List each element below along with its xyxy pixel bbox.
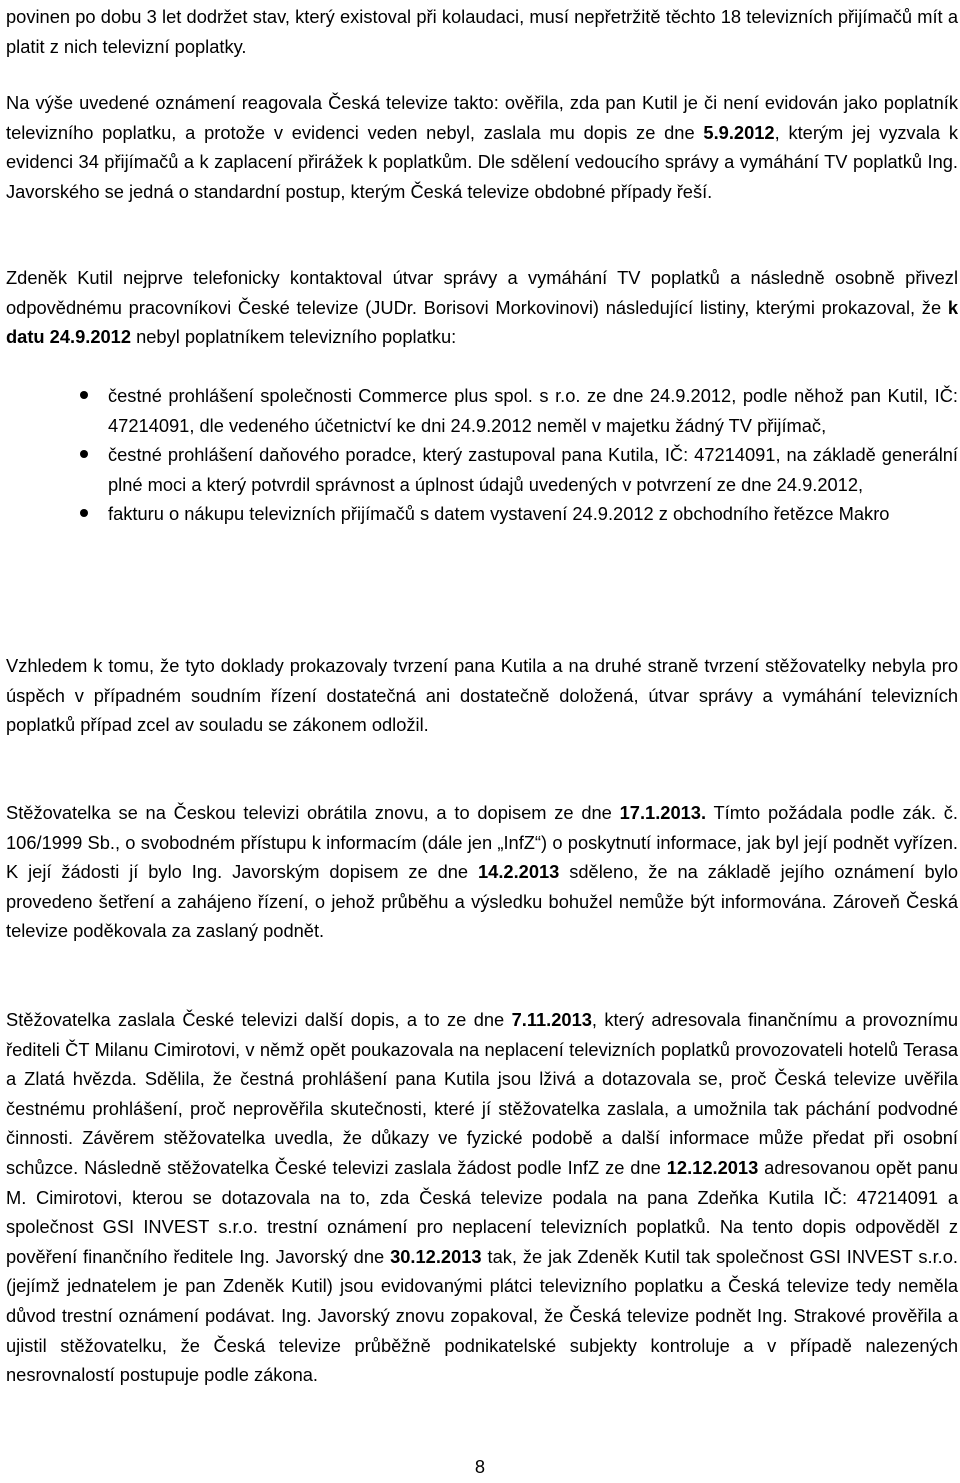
bullet-icon: [80, 509, 88, 517]
paragraph-2-date: 5.9.2012: [703, 121, 775, 143]
paragraph-3: [6, 263, 958, 352]
list-item: [6, 381, 958, 440]
paragraph-5-text-b: Tímto požádala podle zák. č. 106/1999 Sb., o svobodném přístupu k informacím (dále jen „InfZ“) o poskytnutí informace, jak byl její podnět vyřízen. K její žádosti jí bylo Ing. Javorským dopisem ze dne: [6, 802, 958, 883]
paragraph-4: [6, 651, 958, 740]
paragraph-1-text: povinen po dobu 3 let dodržet stav, který existoval při kolaudaci, musí nepřetržitě těchto 18 televizních přijímačů mít a platit z nich televizní poplatky.: [6, 6, 958, 57]
paragraph-6-date-1: 7.11.2013: [511, 1009, 592, 1030]
list-item: [6, 499, 958, 529]
paragraph-3-text-a: Zdeněk Kutil nejprve telefonicky kontaktoval útvar správy a vymáhání TV poplatků a následně osobně přivezl odpovědnému pracovníkovi České televize (JUDr. Borisovi Morkovinovi) následující listiny, kterými prokazoval, že: [6, 267, 958, 318]
paragraph-4-text: Vzhledem k tomu, že tyto doklady prokazovaly tvrzení pana Kutila a na druhé straně tvrzení stěžovatelky nebyla pro úspěch v případném soudním řízení dostatečná ani dostatečně doložená, útvar správy a vymáhání televizních poplatků případ zcel av souladu se zákonem odložil.: [6, 655, 958, 736]
paragraph-1: [6, 2, 958, 61]
paragraph-5-date-2: 14.2.2013: [478, 861, 560, 883]
evidence-list: [6, 381, 958, 529]
paragraph-5: [6, 798, 958, 946]
paragraph-3-text-b: nebyl poplatníkem televizního poplatku:: [131, 326, 457, 348]
paragraph-6-text-d: tak, že jak Zdeněk Kutil tak společnost GSI INVEST s.r.o. (jejímž jednatelem je pan Zdeněk Kutil) jsou evidovanými plátci televizního poplatku a Česká televize tedy neměla důvod trestní oznámení podávat. Ing. Javorský znovu zopakoval, že Česká televize podnět Ing. Strakové prověřila a ujistil stěžovatelku, že Česká televize průběžně podnikatelské subjekty kontroluje a v případě nalezených nesrovnalostí postupuje podle zákona.: [6, 1245, 959, 1386]
list-item: [6, 440, 958, 499]
paragraph-5-date-1: 17.1.2013.: [619, 802, 707, 823]
paragraph-6: [6, 1005, 958, 1390]
paragraph-6-date-2: 12.12.2013: [666, 1156, 759, 1178]
paragraph-6-text-b: , který adresovala finančnímu a provoznímu řediteli ČT Milanu Cimirotovi, v němž opět poukazovala na neplacení televizních poplatků provozovateli hotelů Terasa a Zlatá hvězda. Sdělila, že čestná prohlášení pana Kutila jsou lživá a dotazovala se, proč Česká televize uvěřila čestnému prohlášení, proč neprověřila skutečnosti, které jí stěžovatelka zaslala, a umožnila tak páchání podvodné činnosti. Závěrem stěžovatelka uvedla, že důkazy ve fyzické podobě a další informace může předat při osobní schůzce. Následně stěžovatelka České televizi zaslala žádost podle InfZ ze dne: [6, 1009, 958, 1178]
paragraph-5-text-c: sděleno, že na základě jejího oznámení bylo provedeno šetření a zahájeno řízení, o jehož průběhu a výsledku bohužel nemůže být informována. Zároveň Česká televize poděkovala za zaslaný podnět.: [6, 861, 958, 942]
paragraph-5-text-a: Stěžovatelka se na Českou televizi obrátila znovu, a to dopisem ze dne: [6, 802, 620, 823]
paragraph-3-date: k datu 24.9.2012: [6, 296, 958, 348]
paragraph-2-text-b: , kterým jej vyzvala k evidenci 34 přijímačů a k zaplacení přirážek k poplatkům. Dle sdělení vedoucího správy a vymáhání TV poplatků Ing. Javorského se jedná o standardní postup, kterým Česká televize obdobné případy řeší.: [6, 121, 958, 202]
page-number: 8: [474, 1456, 486, 1477]
list-item-text: čestné prohlášení daňového poradce, který zastupoval pana Kutila, IČ: 47214091, na základě generální plné moci a který potvrdil správnost a úplnost údajů uvedených v potvrzení ze dne 24.9.2012,: [108, 444, 958, 495]
paragraph-6-text-c: adresovanou opět panu M. Cimirotovi, kterou se dotazovala na to, zda Česká televize podala na pana Zdeňka Kutila IČ: 47214091 a společnost GSI INVEST s.r.o. trestní oznámení pro neplacení televizních poplatků. Na tento dopis odpověděl z pověření finančního ředitele Ing. Javorský dne: [6, 1156, 958, 1267]
list-item-text: čestné prohlášení společnosti Commerce plus spol. s r.o. ze dne 24.9.2012, podle něhož pan Kutil, IČ: 47214091, dle vedeného účetnictví ke dni 24.9.2012 neměl v majetku žádný TV přijímač,: [108, 385, 958, 436]
paragraph-2: [6, 88, 958, 206]
bullet-icon: [80, 391, 88, 399]
paragraph-6-date-3: 30.12.2013: [390, 1245, 482, 1267]
paragraph-6-text-a: Stěžovatelka zaslala České televizi další dopis, a to ze dne: [6, 1009, 512, 1030]
paragraph-2-text-a: Na výše uvedené oznámení reagovala Česká televize takto: ověřila, zda pan Kutil je či není evidován jako poplatník televizního poplatku, a protože v evidenci veden nebyl, zaslala mu dopis ze dne: [6, 92, 958, 143]
list-item-text: fakturu o nákupu televizních přijímačů s datem vystavení 24.9.2012 z obchodního řetězce Makro: [108, 503, 890, 525]
bullet-icon: [80, 450, 88, 458]
